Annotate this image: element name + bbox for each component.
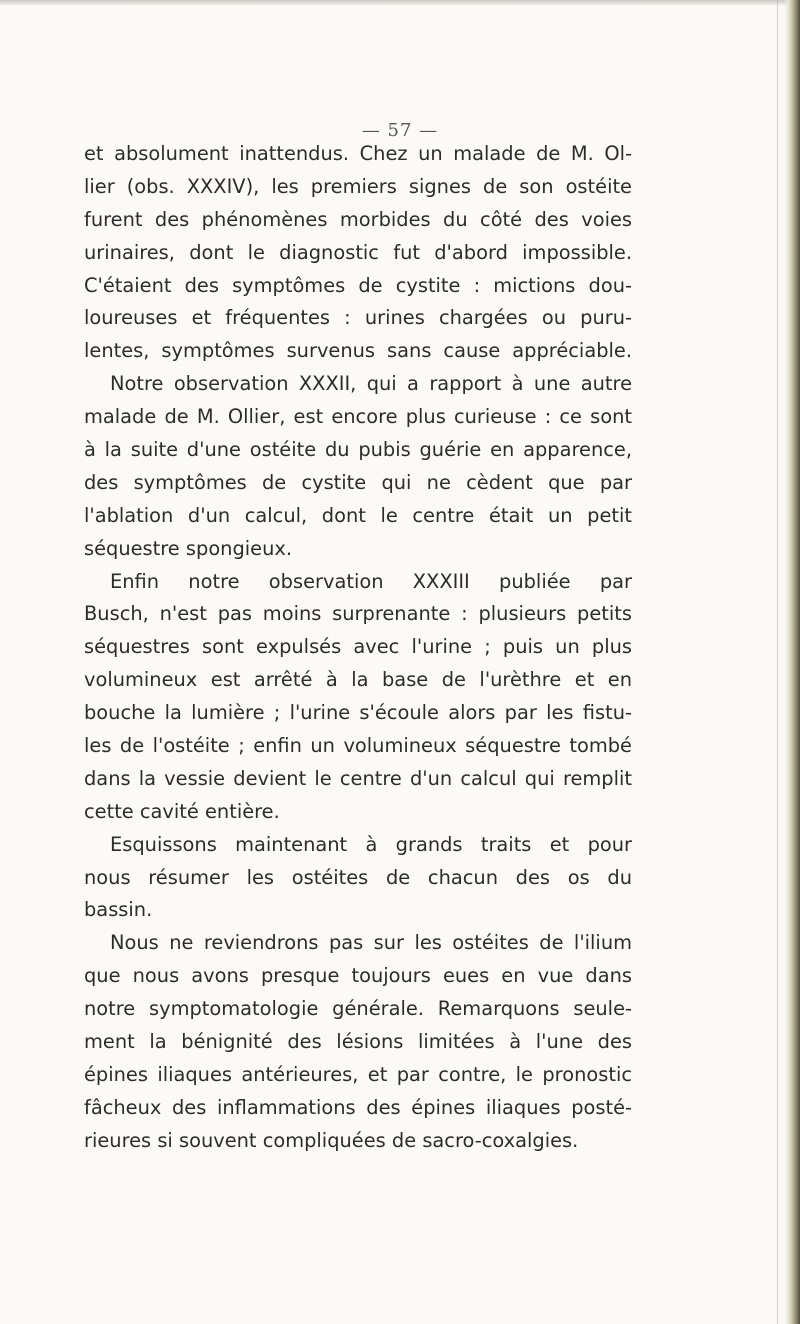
text-line: malade de M. Ollier, est encore plus curieuse : ce sont [84,405,632,429]
text-line: C'étaient des symptômes de cystite : mictions dou- [84,273,632,297]
text-line: les de l'ostéite ; enfin un volumineux séquestre tombé [84,734,632,758]
text-line: séquestres sont expulsés avec l'urine ; puis un plus [84,635,632,659]
text-line: bassin. [84,898,153,922]
text-line: urinaires, dont le diagnostic fut d'abord impossible. [84,240,632,264]
text-line: volumineux est arrêté à la base de l'urèthre et en [84,668,632,692]
text-line: nous résumer les ostéites de chacun des os du [84,865,632,889]
text-line: rieures si souvent compliquées de sacro-coxalgies. [84,1128,579,1152]
binding-line [777,0,778,1324]
text-line: séquestre spongieux. [84,536,293,560]
text-line: Busch, n'est pas moins surprenante : plusieurs petits [84,602,632,626]
text-line: l'ablation d'un calcul, dont le centre était un petit [84,503,632,527]
text-line: Notre observation XXXII, qui a rapport à une autre [110,372,632,396]
text-line: Esquissons maintenant à grands traits et pour [110,832,632,856]
text-line: notre symptomatologie générale. Remarquons seule- [84,997,632,1021]
text-line: et absolument inattendus. Chez un malade de M. Ol- [84,142,632,165]
text-line: lentes, symptômes survenus sans cause appréciable. [84,339,632,363]
text-line: des symptômes de cystite qui ne cèdent que par [84,470,632,494]
book-binding-edge [784,0,800,1324]
text-line: bouche la lumière ; l'urine s'écoule alors par les fistu- [84,701,632,725]
text-line: à la suite d'une ostéite du pubis guérie en apparence, [84,438,632,462]
text-line: Nous ne reviendrons pas sur les ostéites de l'ilium [110,931,632,955]
text-line: fâcheux des inflammations des épines iliaques posté- [84,1095,632,1119]
body-text [84,138,632,1158]
text-line: furent des phénomènes morbides du côté des voies [84,207,632,231]
text-line: ment la bénignité des lésions limitées à l'une des [84,1030,632,1054]
text-line: loureuses et fréquentes : urines chargées ou puru- [84,306,632,330]
text-line: épines iliaques antérieures, et par contre, le pronostic [84,1062,632,1086]
text-line: que nous avons presque toujours eues en vue dans [84,964,632,988]
page-number: — 57 — [361,120,439,141]
text-line: cette cavité entière. [84,799,280,823]
text-line: lier (obs. XXXIV), les premiers signes de son ostéite [84,174,632,198]
text-line: Enfin notre observation XXXIII publiée par [110,569,632,593]
text-line: dans la vessie devient le centre d'un calcul qui remplit [84,766,632,790]
page-top-edge [0,0,800,6]
